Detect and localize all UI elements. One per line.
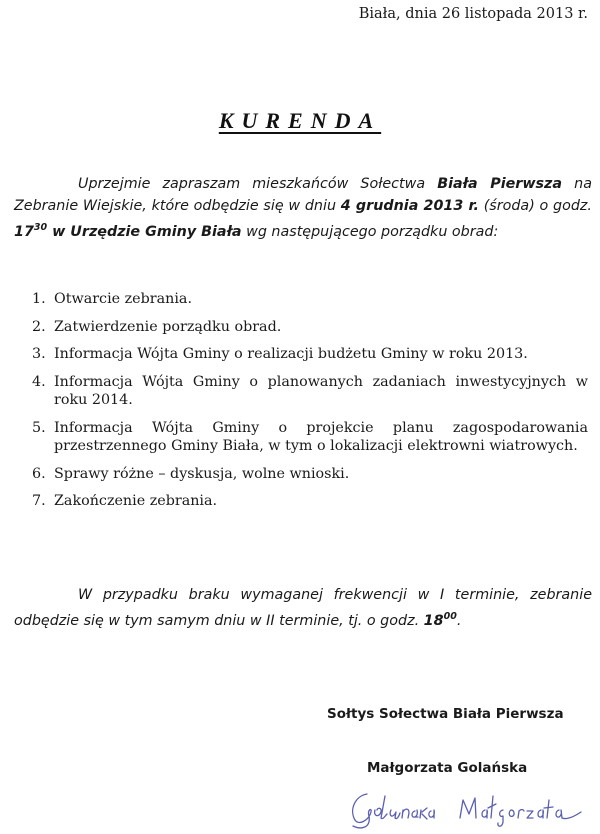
meeting-minutes: 30 — [33, 222, 48, 233]
invitation-paragraph — [14, 174, 592, 244]
agenda-item — [32, 465, 588, 484]
agenda-text: Sprawy różne – dyskusja, wolne wnioski. — [54, 465, 350, 482]
agenda-text: Otwarcie zebrania. — [54, 291, 192, 307]
second-term-hour: 18 — [423, 613, 444, 629]
agenda-number: 7. — [32, 493, 46, 509]
title-text: KURENDA — [218, 108, 382, 133]
meeting-time — [14, 224, 47, 240]
intro-text-3: (środa) o godz. — [478, 197, 592, 214]
quorum-text — [14, 585, 592, 632]
agenda-text: Informacja Wójta Gminy o projekcie planu zagospodarowania przestrzennego Gminy Biała, w tym o lokalizacji elektrowni wiatrowych. — [54, 419, 588, 454]
agenda-item — [32, 419, 588, 456]
agenda-text: Zatwierdzenie porządku obrad. — [54, 318, 282, 335]
meeting-place: w Urzędzie Gminy Biała — [47, 224, 242, 240]
closing-text-1: W przypadku braku wymaganej frekwencji w I terminie, zebranie odbędzie się w tym samym dniu w II terminie, tj. o godz. — [14, 587, 592, 629]
agenda-number: 1. — [32, 291, 46, 307]
agenda-text: Informacja Wójta Gminy o realizacji budżetu Gminy w roku 2013. — [54, 346, 528, 362]
meeting-hour: 17 — [14, 224, 34, 240]
intro-text-4: wg następującego porządku obrad: — [241, 224, 499, 240]
second-term-minutes: 00 — [443, 611, 457, 622]
agenda-number: 2. — [32, 318, 46, 335]
signatory-role: Sołtys Sołectwa Biała Pierwsza — [327, 706, 564, 722]
agenda-text: Zakończenie zebrania. — [54, 493, 218, 509]
meeting-date: 4 grudnia 2013 r. — [340, 197, 479, 214]
document-title — [0, 108, 600, 134]
closing-text-2: . — [456, 613, 462, 629]
intro-text-2: na Zebranie Wiejskie, które odbędzie się w dniu — [14, 176, 592, 214]
agenda-number: 6. — [32, 465, 46, 482]
invitation-text — [14, 174, 592, 244]
agenda-list — [32, 290, 588, 520]
quorum-note — [14, 585, 592, 632]
agenda-number: 5. — [32, 419, 46, 436]
second-term-time — [424, 613, 457, 629]
agenda-item — [32, 345, 588, 364]
agenda-number: 4. — [32, 373, 46, 390]
signatory-name: Małgorzata Golańska — [367, 760, 528, 776]
village-name: Biała Pierwsza — [437, 176, 563, 192]
agenda-text: Informacja Wójta Gminy o planowanych zadaniach inwestycyjnych w roku 2014. — [54, 373, 588, 408]
intro-text-1: Uprzejmie zapraszam mieszkańców Sołectwa — [78, 176, 438, 192]
handwritten-signature — [345, 776, 590, 831]
agenda-item — [32, 492, 588, 511]
agenda-item — [32, 290, 588, 309]
agenda-item — [32, 373, 588, 410]
agenda-number: 3. — [32, 346, 46, 362]
date-line: Biała, dnia 26 listopada 2013 r. — [358, 6, 588, 22]
agenda-item — [32, 318, 588, 337]
